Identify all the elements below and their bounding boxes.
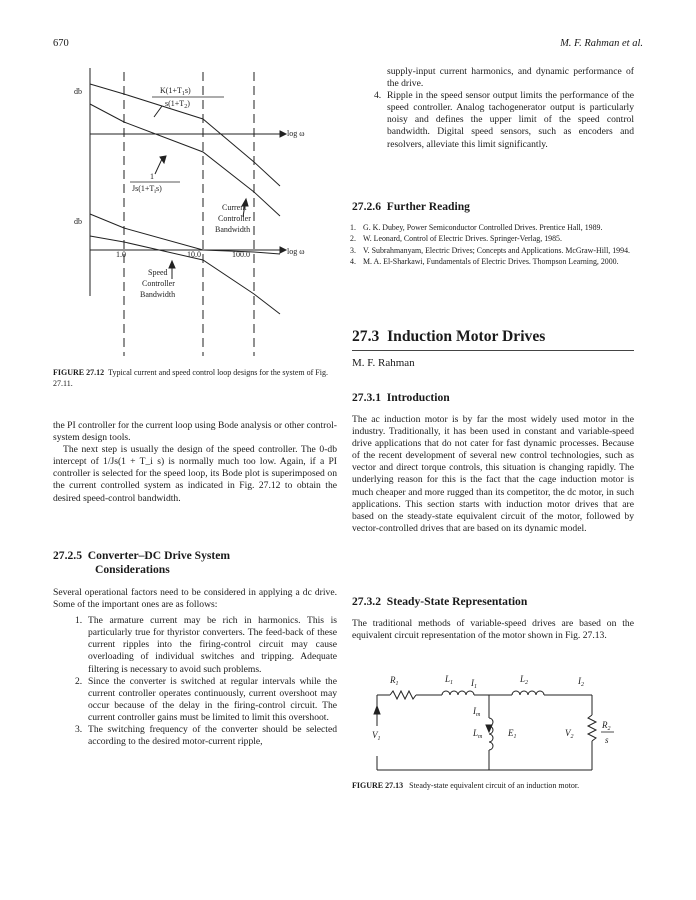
page-number: 670 [53, 38, 69, 49]
pi-numerator-label: $K(1+T_1s)$ [160, 86, 191, 97]
list-item: 4. Ripple in the speed sensor output limits the performance of the speed controller. Analog tachogenerator output is particularly noisy and defines the upper limit of the speed control bandwidth. Digital speed sensors, such as encoders and resolvers, alleviate this limit significantly. [374, 90, 634, 150]
im-arrow [486, 725, 492, 732]
label-r2-numerator: $R_2$ [602, 720, 611, 732]
section-273-heading: 27.3 Induction Motor Drives [352, 328, 546, 345]
section-2731 [352, 391, 634, 535]
label-im: $I_m$ [473, 706, 481, 718]
top-axis-arrow [280, 131, 286, 137]
section-2732-text: The traditional methods of variable-speed drives are based on the equivalent circuit representation of the motor shown in Fig. 27.13. [352, 618, 634, 642]
figure-27-13-caption: FIGURE 27.13 Steady-state equivalent circuit of an induction motor. [352, 781, 580, 790]
label-r2-denominator: s [605, 735, 609, 745]
reference-item: 1. G. K. Dubey, Power Semiconductor Controlled Drives. Prentice Hall, 1989. [350, 223, 603, 232]
list-item: 2. Since the converter is switched at regular intervals while the current controller operates continuously, current overshoot may occur because of the delay in the firing-control circuit. The current controller gains must be limited to limit this overshoot. [75, 675, 337, 723]
label-l1: $L_1$ [445, 674, 454, 686]
js-label-pointer [155, 159, 162, 174]
plant-denominator-label: $Js(1+T_is)$ [132, 184, 162, 195]
item-3-continuation: supply-input current harmonics, and dynamic performance of the drive. [387, 66, 634, 90]
bode-plot-figure [52, 64, 347, 362]
right-column-continued [352, 66, 634, 151]
reference-item: 2. W. Leonard, Control of Electric Drives. Springer-Verlag, 1985. [350, 234, 562, 244]
speed-bw-line1: Speed [148, 268, 168, 277]
current-bw-line1: Current [222, 203, 247, 212]
list-item: 1. The armature current may be rich in harmonics. This is particularly true for thyristor converters. The feed-back of these current ripples into the firing-control circuit may cause overloading of individual switches and tripping. Adequate filtering is necessary to avoid such problems. [75, 615, 337, 675]
section-2731-heading: 27.3.1 Introduction [352, 391, 450, 404]
label-i2: $I_2$ [578, 676, 584, 688]
section-2725-intro: Several operational factors need to be considered in applying a dc drive. Some of the important ones are as follows: [53, 587, 337, 611]
left-paragraph-1: the PI controller for the current loop using Bode analysis or other control-system design tools. [53, 420, 337, 444]
r1-resistor [390, 691, 416, 699]
section-2725-body [53, 587, 337, 748]
tick-label-1: 1.0 [116, 250, 126, 259]
reference-item: 4. M. A. El-Sharkawi, Fundamentals of Electric Drives. Thompson Learning, 2000. [350, 257, 619, 267]
speed-bw-line2: Controller [142, 279, 175, 288]
section-author: M. F. Rahman [352, 357, 415, 369]
speed-bw-line3: Bandwidth [140, 290, 176, 299]
current-bw-line3: Bandwidth [215, 225, 251, 234]
r2-resistor [588, 715, 596, 741]
label-e1: $E_1$ [508, 728, 517, 740]
left-column-body [53, 420, 337, 505]
bottom-db-label: db [74, 217, 82, 226]
considerations-list [75, 615, 337, 748]
lm-inductor [489, 718, 493, 750]
chapter-rule [352, 350, 634, 351]
current-bw-line2: Controller [218, 214, 251, 223]
l2-inductor [512, 691, 544, 695]
section-2726 [352, 200, 634, 268]
section-2725-heading: 27.2.5 Converter–DC Drive System Considerations [53, 549, 231, 576]
label-v2: $V_2$ [565, 728, 574, 740]
considerations-list-continued [374, 90, 634, 150]
log-omega-top: log ω [287, 129, 305, 138]
left-paragraph-2: The next step is usually the design of the speed controller. The 0-db intercept of 1/Js(1 + T_i s) is normally much too low. Again, if a PI controller is selected for the speed loop, its Bode plot is superimposed on the current controlled system as indicated in Fig. 27.12 to obtain the desired speed-control bandwidth. [53, 444, 337, 504]
equivalent-circuit-figure [352, 670, 634, 778]
label-l2: $L_2$ [520, 674, 529, 686]
section-2732 [352, 595, 634, 642]
speed-pi-curve [90, 214, 280, 254]
label-r1: $R_1$ [390, 675, 399, 687]
log-omega-bottom: log ω [287, 247, 305, 256]
references-list [350, 222, 634, 268]
v1-arrow [374, 706, 380, 714]
l1-inductor [442, 691, 474, 695]
label-lm: $L_m$ [473, 728, 483, 740]
pi-denominator-label: $s(1+T_2)$ [165, 99, 190, 110]
top-label-pointer [154, 106, 162, 117]
list-item: 3. The switching frequency of the converter should be selected according to the desired motor-current ripple, [75, 724, 337, 748]
speed-plant-curve [90, 236, 280, 314]
section-2732-heading: 27.3.2 Steady-State Representation [352, 595, 528, 608]
label-v1: $V_1$ [372, 730, 381, 742]
running-head: M. F. Rahman et al. [560, 38, 643, 49]
section-2726-heading: 27.2.6 Further Reading [352, 200, 470, 213]
reference-item: 3. V. Subrahmanyam, Electric Drives; Concepts and Applications. McGraw-Hill, 1994. [350, 245, 630, 255]
plant-numerator-label: 1 [150, 172, 154, 181]
bottom-axis-arrow [280, 247, 286, 253]
pi-controller-curve [90, 84, 280, 186]
tick-label-100: 100.0 [232, 250, 250, 259]
tick-label-10: 10.0 [187, 250, 201, 259]
section-2731-text: The ac induction motor is by far the most widely used motor in the industry. Traditionally, it has been used in constant and variable-speed drive applications that do not cater for fast dynamic processes. Because of the recent development of several new control technologies, such as vector and direct torque controls, this situation is changing rapidly. The underlying reason for this is the fact that the cage induction motor is much cheaper and more rugged than its competitor, the dc motor, in such applications. This section starts with induction motor drives that are based on the steady-state equivalent circuit of the motor, followed by vector-controlled drives that are based on its dynamic model. [352, 414, 634, 534]
top-db-label: db [74, 87, 82, 96]
label-i1: $I_1$ [471, 678, 477, 690]
figure-27-12-caption: FIGURE 27.12 Typical current and speed control loop designs for the system of Fig. 27.11. [53, 368, 328, 388]
